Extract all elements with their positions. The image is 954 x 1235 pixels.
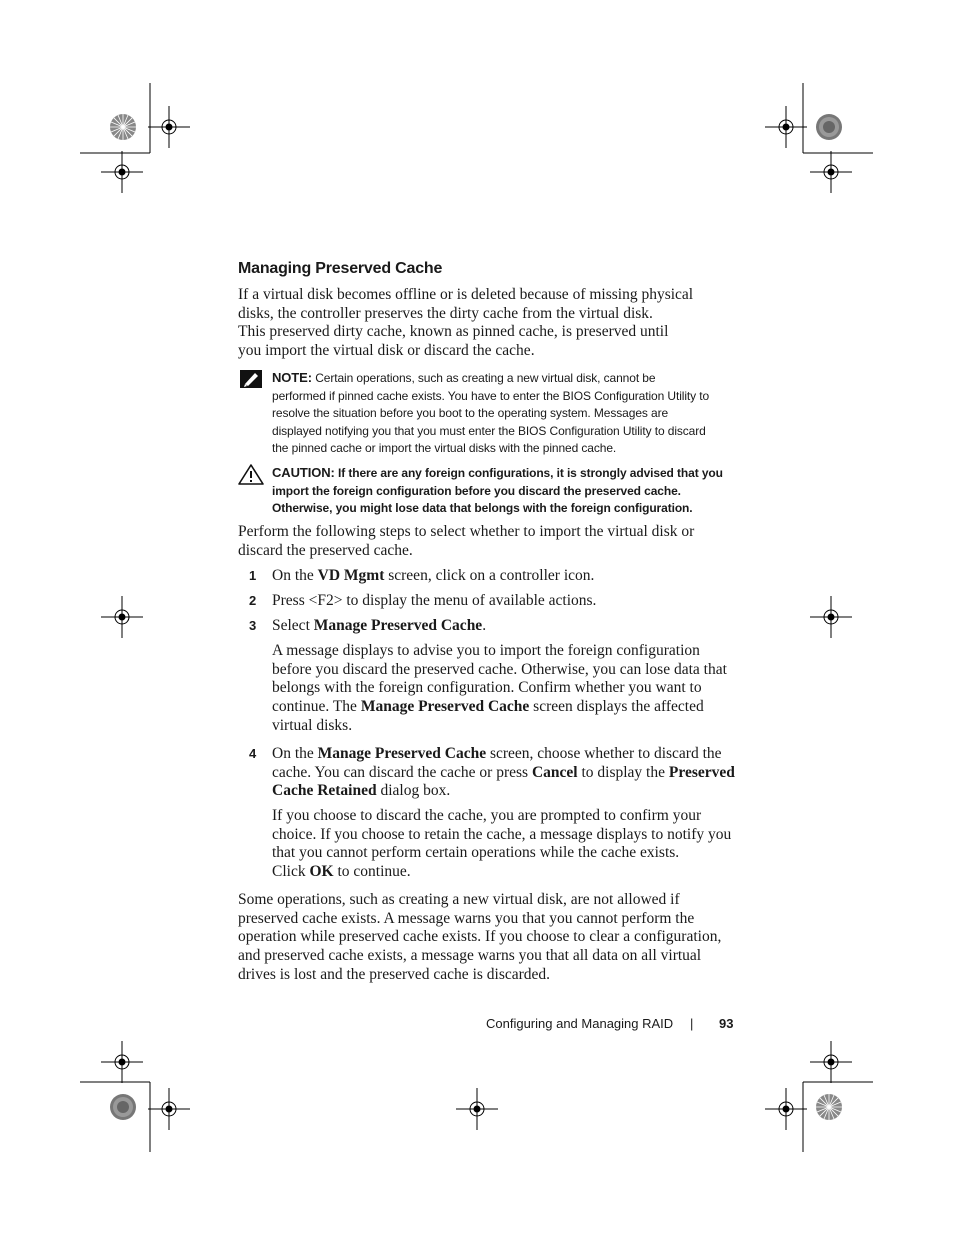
text-line: virtual disks. <box>272 716 353 734</box>
note-line: NOTE: Certain operations, such as creating a new virtual disk, cannot be <box>272 370 656 385</box>
caution-label: CAUTION: <box>272 465 335 480</box>
text-line: disks, the controller preserves the dirty cache from the virtual disk. <box>238 304 653 322</box>
caution-line: CAUTION: If there are any foreign configurations, it is strongly advised that you <box>272 465 723 480</box>
text-line: operation while preserved cache exists. If you choose to clear a configuration, <box>238 928 722 946</box>
registration-mark-icon <box>148 1088 190 1130</box>
text-line: This preserved dirty cache, known as pinned cache, is preserved until <box>238 323 669 341</box>
text-line: belongs with the foreign configuration. Confirm whether you want to <box>272 679 702 697</box>
ui-term: Preserved <box>668 763 735 781</box>
text-line: choice. If you choose to retain the cache, a message displays to notify you <box>272 825 732 843</box>
registration-mark-icon <box>148 106 190 148</box>
step-4-text <box>272 745 742 801</box>
text-line: If you choose to discard the cache, you are prompted to confirm your <box>272 807 702 824</box>
registration-mark-icon <box>456 1088 498 1130</box>
registration-mark-icon <box>810 1041 852 1083</box>
ui-term: Manage Preserved Cache <box>317 745 487 762</box>
starburst-target-icon <box>109 113 137 141</box>
note-block <box>272 369 742 458</box>
registration-mark-icon <box>765 1088 807 1130</box>
text-line: preserved cache exists. A message warns you that you cannot perform the <box>238 909 695 927</box>
registration-mark-icon <box>810 151 852 193</box>
step-number: 4 <box>249 746 257 761</box>
text-line: If a virtual disk becomes offline or is deleted because of missing physical <box>238 286 694 303</box>
step-number: 1 <box>249 568 257 583</box>
registration-mark-icon <box>101 1041 143 1083</box>
ui-term: Cancel <box>531 763 578 781</box>
text-line: A message displays to advise you to import the foreign configuration <box>272 642 700 659</box>
closing-paragraph <box>238 891 748 985</box>
ui-term: Cache Retained <box>272 782 377 800</box>
caution-line: import the foreign configuration before you discard the preserved cache. <box>272 483 681 498</box>
registration-mark-icon <box>810 596 852 638</box>
text-line: drives is lost and the preserved cache is discarded. <box>238 965 551 983</box>
step-4-detail <box>272 807 742 882</box>
note-line: displayed notifying you that you must enter the BIOS Configuration Utility to discard <box>272 423 706 438</box>
text-line: before you discard the preserved cache. Otherwise, you can lose data that <box>272 660 727 678</box>
note-label: NOTE: <box>272 370 312 385</box>
note-line: the pinned cache or import the virtual disks with the pinned cache. <box>272 441 617 455</box>
note-line: performed if pinned cache exists. You have to enter the BIOS Configuration Utility to <box>272 388 710 403</box>
step-3-text: Select Manage Preserved Cache. <box>272 617 487 634</box>
text-line: that you cannot perform certain operations while the cache exists. <box>272 844 680 862</box>
page-number: 93 <box>719 1016 734 1031</box>
intro-paragraph <box>238 286 738 361</box>
text-line: Click OK to continue. <box>272 863 411 881</box>
footer-section-title: Configuring and Managing RAID <box>486 1016 674 1031</box>
text-line: continue. The Manage Preserved Cache screen displays the affected <box>272 698 704 716</box>
registration-mark-icon <box>101 151 143 193</box>
text-line: Cache Retained dialog box. <box>272 782 451 800</box>
text-line: you import the virtual disk or discard the cache. <box>238 342 535 360</box>
starburst-target-icon <box>815 1093 843 1121</box>
ui-term: OK <box>309 863 334 881</box>
caution-triangle-icon <box>238 463 264 485</box>
note-pencil-icon <box>239 369 263 389</box>
text-line: Perform the following steps to select whether to import the virtual disk or <box>238 523 695 540</box>
step-2-text: Press <F2> to display the menu of available actions. <box>272 592 597 609</box>
ui-term: Manage Preserved Cache <box>313 617 483 634</box>
text-line: discard the preserved cache. <box>238 541 413 559</box>
note-line: resolve the situation before you boot to the operating system. Messages are <box>272 406 669 420</box>
step-number: 3 <box>249 618 257 633</box>
step-1-text: On the VD Mgmt screen, click on a controller icon. <box>272 567 595 584</box>
text-line: and preserved cache exists, a message warns you that all data on all virtual <box>238 947 702 965</box>
ui-term: VD Mgmt <box>317 567 385 584</box>
starburst-target-icon <box>109 1093 137 1121</box>
registration-mark-icon <box>765 106 807 148</box>
registration-mark-icon <box>101 596 143 638</box>
text-line: cache. You can discard the cache or press Cancel to display the Preserved <box>272 763 735 781</box>
step-number: 2 <box>249 593 257 608</box>
footer-separator: | <box>690 1016 694 1031</box>
steps-intro <box>238 523 738 560</box>
caution-line: Otherwise, you might lose data that belongs with the foreign configuration. <box>272 501 693 515</box>
starburst-target-icon <box>815 113 843 141</box>
text-line: Some operations, such as creating a new virtual disk, are not allowed if <box>238 891 680 908</box>
step-3-detail <box>272 642 742 736</box>
caution-block <box>272 464 742 518</box>
text-line: On the Manage Preserved Cache screen, choose whether to discard the <box>272 745 722 762</box>
ui-term: Manage Preserved Cache <box>360 698 530 716</box>
section-heading: Managing Preserved Cache <box>238 260 443 277</box>
